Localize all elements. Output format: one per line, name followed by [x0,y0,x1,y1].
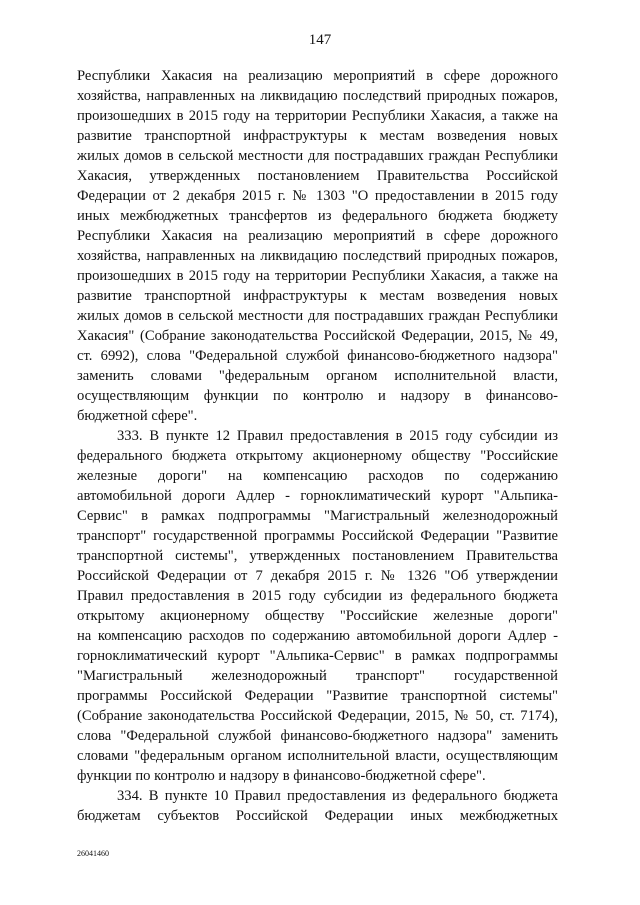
text-line: Сервис" в рамках подпрограммы "Магистральный железнодорожный [77,508,558,524]
text-line: иных межбюджетных трансфертов из федерального бюджета бюджету [77,208,558,224]
text-line: на компенсацию расходов по содержанию автомобильной дороги Адлер - [77,628,558,644]
page-number: 147 [308,32,332,48]
text-line: Республики Хакасия на реализацию мероприятий в сфере дорожного [77,68,558,84]
text-line: хозяйства, направленных на ликвидацию последствий природных пожаров, [77,248,558,264]
text-line: Правил предоставления в 2015 году субсидии из федерального бюджета [77,588,558,604]
text-line: осуществляющим функции по контролю и надзору в финансово- [77,388,558,404]
text-line: хозяйства, направленных на ликвидацию последствий природных пожаров, [77,88,558,104]
text-line: ст. 6992), слова "Федеральной службой финансово-бюджетного надзора" [77,348,558,364]
text-line: программы Российской Федерации "Развитие транспортной системы" [77,688,558,704]
text-line: федерального бюджета открытому акционерному обществу "Российские [77,448,558,464]
text-line: развитие транспортной инфраструктуры к местам возведения новых [77,128,558,144]
text-line: заменить словами "федеральным органом исполнительной власти, [77,368,558,384]
text-line: словами "федеральным органом исполнительной власти, осуществляющим [77,748,558,764]
text-line: жилых домов в сельской местности для пострадавших граждан Республики [77,148,558,164]
text-line: открытому акционерному обществу "Российские железные дороги" [77,608,558,624]
text-line: 333. В пункте 12 Правил предоставления в 2015 году субсидии из [117,428,558,444]
text-line: 334. В пункте 10 Правил предоставления из федерального бюджета [117,788,558,804]
text-line: железные дороги" на компенсацию расходов по содержанию [77,468,558,484]
text-line: Хакасия" (Собрание законодательства Российской Федерации, 2015, № 49, [77,328,558,344]
text-line: автомобильной дороги Адлер - горноклиматический курорт "Альпика- [77,488,558,504]
body-text [77,66,558,826]
text-line: транспорт" государственной программы Российской Федерации "Развитие [77,528,558,544]
text-line: функции по контролю и надзору в финансово-бюджетной сфере". [77,768,486,784]
text-line: произошедших в 2015 году на территории Республики Хакасия, а также на [77,108,558,124]
text-line: Федерации от 2 декабря 2015 г. № 1303 "О предоставлении в 2015 году [77,188,558,204]
text-line: слова "Федеральной службой финансово-бюджетного надзора" заменить [77,728,558,744]
text-line: Российской Федерации от 7 декабря 2015 г. № 1326 "Об утверждении [77,568,558,584]
text-line: бюджетной сфере". [77,408,198,424]
text-line: Хакасия, утвержденных постановлением Правительства Российской [77,168,558,184]
text-line: горноклиматический курорт "Альпика-Сервис" в рамках подпрограммы [77,648,558,664]
text-line: произошедших в 2015 году на территории Республики Хакасия, а также на [77,268,558,284]
text-line: развитие транспортной инфраструктуры к местам возведения новых [77,288,558,304]
text-line: Республики Хакасия на реализацию мероприятий в сфере дорожного [77,228,558,244]
document-code: 26041460 [77,849,109,858]
text-line: "Магистральный железнодорожный транспорт" государственной [77,668,558,684]
text-line: бюджетам субъектов Российской Федерации иных межбюджетных [77,808,558,824]
text-line: (Собрание законодательства Российской Федерации, 2015, № 50, ст. 7174), [77,708,558,724]
text-line: жилых домов в сельской местности для пострадавших граждан Республики [77,308,558,324]
text-line: транспортной системы", утвержденных постановлением Правительства [77,548,558,564]
